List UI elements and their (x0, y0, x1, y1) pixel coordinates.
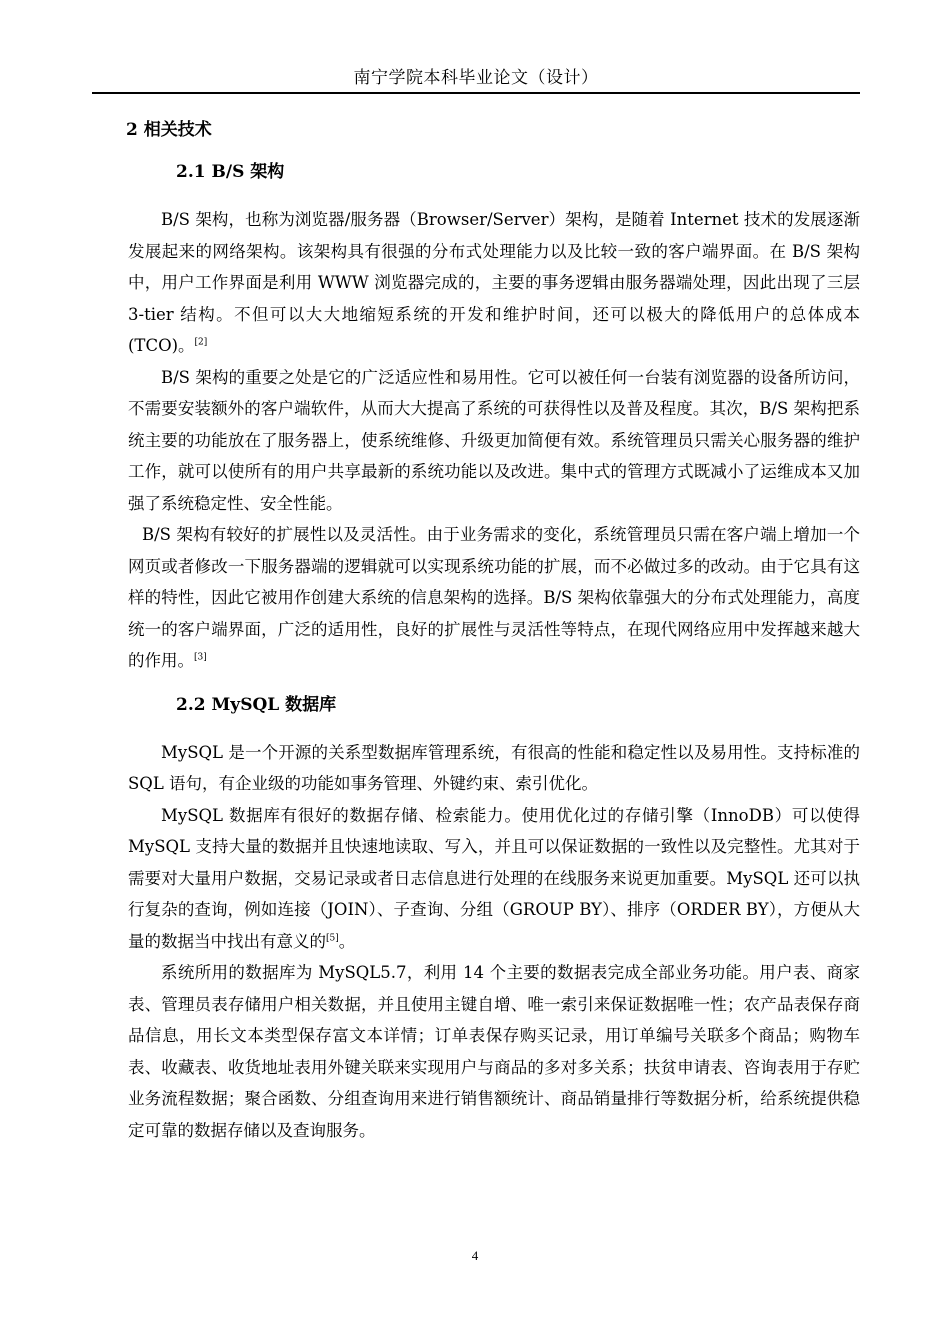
citation: [2] (194, 337, 208, 348)
running-header: 南宁学院本科毕业论文（设计） (353, 68, 599, 88)
subsection-heading-bs: 2.1 B/S 架构 (176, 162, 285, 182)
paragraph-text: B/S 架构的重要之处是它的广泛适应性和易用性。它可以被任何一台装有浏览器的设备所访问，不需要安装额外的客户端软件，从而大大提高了系统的可获得性以及普及程度。其次，B/S 架构把系统主要的功能放在了服务器上，使系统维修、升级更加简便有效。系统管理员只需关心服务器的维护工作，就可以使所有的用户共享最新的系统功能以及改进。集中式的管理方式既减小了运维成本又加强了系统稳定性、安全性能。 (128, 367, 860, 513)
paragraph-mysql-2 (128, 800, 860, 958)
paragraph-mysql-1 (128, 737, 860, 800)
paragraph-bs-1 (128, 204, 860, 362)
citation: [5] (326, 933, 339, 943)
paragraph-text: 系统所用的数据库为 MySQL5.7，利用 14 个主要的数据表完成全部业务功能。用户表、商家表、管理员表存储用户相关数据，并且使用主键自增、唯一索引来保证数据唯一性；农产品表保存商品信息，用长文本类型保存富文本详情；订单表保存购买记录，用订单编号关联多个商品；购物车表、收藏表、收货地址表用外键关联来实现用户与商品的多对多关系；扶贫申请表、咨询表用于存贮业务流程数据；聚合函数、分组查询用来进行销售额统计、商品销量排行等数据分析，给系统提供稳定可靠的数据存储以及查询服务。 (128, 963, 860, 1140)
page-number: 4 (471, 1248, 479, 1263)
paragraph-text: B/S 架构，也称为浏览器/服务器（Browser/Server）架构，是随着 Internet 技术的发展逐渐发展起来的网络架构。该架构具有很强的分布式处理能力以及比较一致的客户端界面。在 B/S 架构中，用户工作界面是利用 WWW 浏览器完成的，主要的事务逻辑由服务器端处理，因此出现了三层 3-tier 结构。不但可以大大地缩短系统的开发和维护时间，还可以极大的降低用户的总体成本(TCO)。 (128, 210, 860, 355)
section-heading: 2 相关技术 (126, 120, 212, 140)
paragraph-tail: 。 (338, 931, 356, 951)
header-rule (92, 92, 860, 94)
subsection-heading-mysql: 2.2 MySQL 数据库 (176, 694, 337, 715)
section-gap (128, 677, 860, 693)
paragraph-text: MySQL 是一个开源的关系型数据库管理系统，有很高的性能和稳定性以及易用性。支持标准的 SQL 语句，有企业级的功能如事务管理、外键约束、索引优化。 (128, 742, 860, 793)
paragraph-bs-3 (128, 519, 860, 677)
paragraph-text: B/S 架构有较好的扩展性以及灵活性。由于业务需求的变化，系统管理员只需在客户端上增加一个网页或者修改一下服务器端的逻辑就可以实现系统功能的扩展，而不必做过多的改动。由于它具有这样的特性，因此它被用作创建大系统的信息架构的选择。B/S 架构依靠强大的分布式处理能力，高度统一的客户端界面，广泛的适用性，良好的扩展性与灵活性等特点，在现代网络应用中发挥越来越大的作用。 (128, 525, 860, 670)
citation: [3] (194, 652, 207, 663)
paragraph-text: MySQL 数据库有很好的数据存储、检索能力。使用优化过的存储引擎（InnoDB）可以使得 MySQL 支持大量的数据并且快速地读取、写入，并且可以保证数据的一致性以及完整性。尤其对于需要对大量用户数据，交易记录或者日志信息进行处理的在线服务来说更加重要。MySQL 还可以执行复杂的查询，例如连接（JOIN）、子查询、分组（GROUP BY）、排序（ORDER BY），方便从大量的数据当中找出有意义的 (128, 805, 860, 951)
paragraph-bs-2 (128, 362, 860, 520)
page-content (128, 118, 860, 1146)
paragraph-mysql-3 (128, 957, 860, 1146)
